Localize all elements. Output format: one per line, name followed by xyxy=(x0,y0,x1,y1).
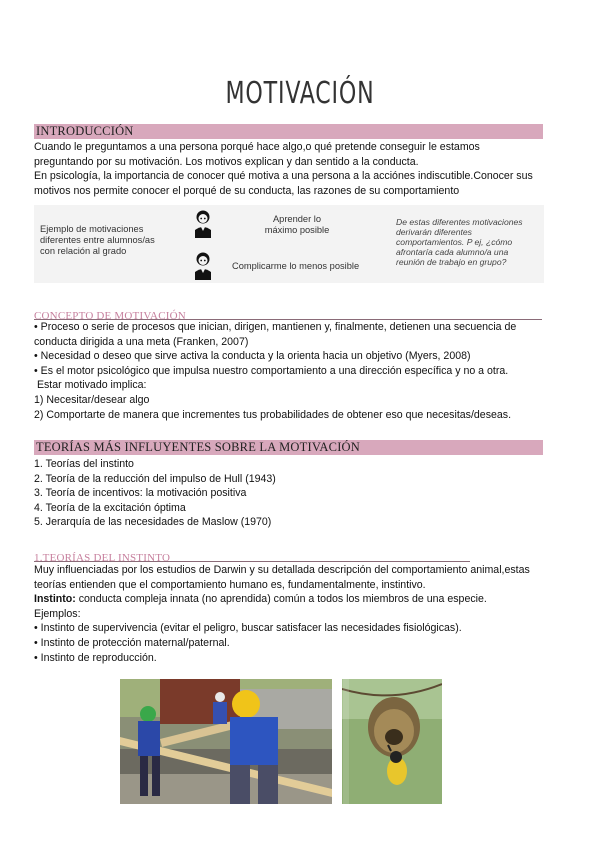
theories-list xyxy=(34,457,546,530)
concept-line: Estar motivado implica: xyxy=(34,379,147,392)
concept-line: 2) Comportarte de manera que incrementes tus probabilidades de obtener eso que necesitas/deseas. xyxy=(34,408,512,421)
intro-line: En psicología, la importancia de conocer qué motiva a una persona a la acciónes indiscutible.Conocer sus xyxy=(34,170,533,183)
intro-line: motivos nos permite conocer el porqué de su conducta, las razones de su comportamiento xyxy=(34,184,460,197)
section-band-theories xyxy=(34,440,543,455)
photo-volunteers-carrying-wood xyxy=(120,679,332,804)
section-band-intro xyxy=(34,124,543,139)
instinct-text xyxy=(34,563,546,665)
section-heading-concept-underline xyxy=(34,306,542,320)
concept-line: • Es el motor psicológico que impulsa nuestro comportamiento a una dirección específica y no a otra. xyxy=(34,364,509,377)
instinct-definition-text: conducta compleja innata (no aprendida) común a todos los miembros de una especie. xyxy=(75,593,487,606)
student-icon xyxy=(192,209,214,239)
section-heading-theories: TEORÍAS MÁS INFLUYENTES SOBRE LA MOTIVACIÓN xyxy=(36,440,361,454)
example-left-line: Ejemplo de motivaciones xyxy=(40,224,144,234)
example-note-line: reunión de trabajo en grupo? xyxy=(396,257,507,267)
intro-line: preguntando por su motivación. Los motivos explican y dan sentido a la conducta. xyxy=(34,155,419,168)
page-title: MOTIVACIÓN xyxy=(225,76,375,111)
theory-item: 5. Jerarquía de las necesidades de Maslow (1970) xyxy=(34,516,272,529)
example-left-line: diferentes entre alumnos/as xyxy=(40,235,155,245)
concept-line: • Necesidad o deseo que sirve activa la conducta y la orienta hacia un objetivo (Myers, 2008) xyxy=(34,350,471,363)
theory-item: 3. Teoría de incentivos: la motivación positiva xyxy=(34,487,247,500)
instinct-line: Muy influenciadas por los estudios de Darwin y su detallada descripción del comportamiento animal,estas xyxy=(34,564,530,576)
example-note-line: De estas diferentes motivaciones xyxy=(396,217,523,227)
motivation-example-figure xyxy=(34,205,544,283)
concept-line: conducta dirigida a una meta (Franken, 2007) xyxy=(34,335,249,348)
example-note-line: comportamientos. P ej, ¿cómo xyxy=(396,237,513,247)
instinct-line: teorías entienden que el comportamiento humano es, fundamentalmente, instintivo. xyxy=(34,578,426,591)
section-heading-concept: CONCEPTO DE MOTIVACIÓN xyxy=(34,310,186,322)
student-icon xyxy=(192,251,214,281)
intro-line: Cuando le preguntamos a una persona porqué hace algo,o qué pretende conseguir le estamos xyxy=(34,141,480,153)
example-note-line: afrontaría cada alumno/a una xyxy=(396,247,509,257)
section-heading-instinct: 1.TEORÍAS DEL INSTINTO xyxy=(34,552,171,564)
example-item: • Instinto de supervivencia (evitar el peligro, buscar satisfacer las necesidades fisiológicas). xyxy=(34,622,462,635)
goal-two: Complicarme lo menos posible xyxy=(232,261,360,271)
concept-text xyxy=(34,320,546,422)
example-item: • Instinto de reproducción. xyxy=(34,651,157,664)
theory-item: 1. Teorías del instinto xyxy=(34,458,134,470)
example-note-line: derivarán diferentes xyxy=(396,227,472,237)
theory-item: 2. Teoría de la reducción del impulso de Hull (1943) xyxy=(34,472,276,485)
goal-one-line: Aprender lo xyxy=(272,214,322,224)
section-heading-intro: INTRODUCCIÓN xyxy=(36,124,134,138)
photo-weaver-bird-nest xyxy=(342,679,442,804)
example-left-line: con relación al grado xyxy=(40,246,127,256)
theory-item: 4. Teoría de la excitación óptima xyxy=(34,501,186,514)
example-item: • Instinto de protección maternal/paternal. xyxy=(34,636,230,649)
instinct-definition xyxy=(34,592,546,607)
goal-one-line: máximo posible xyxy=(264,225,330,235)
examples-label: Ejemplos: xyxy=(34,607,81,620)
intro-text xyxy=(34,140,546,198)
instinct-term: Instinto: xyxy=(34,593,76,606)
concept-line: • Proceso o serie de procesos que inician, dirigen, mantienen y, finalmente, detienen una secuencia de xyxy=(34,321,517,333)
section-heading-instinct-underline xyxy=(34,548,470,562)
concept-line: 1) Necesitar/desear algo xyxy=(34,393,150,406)
